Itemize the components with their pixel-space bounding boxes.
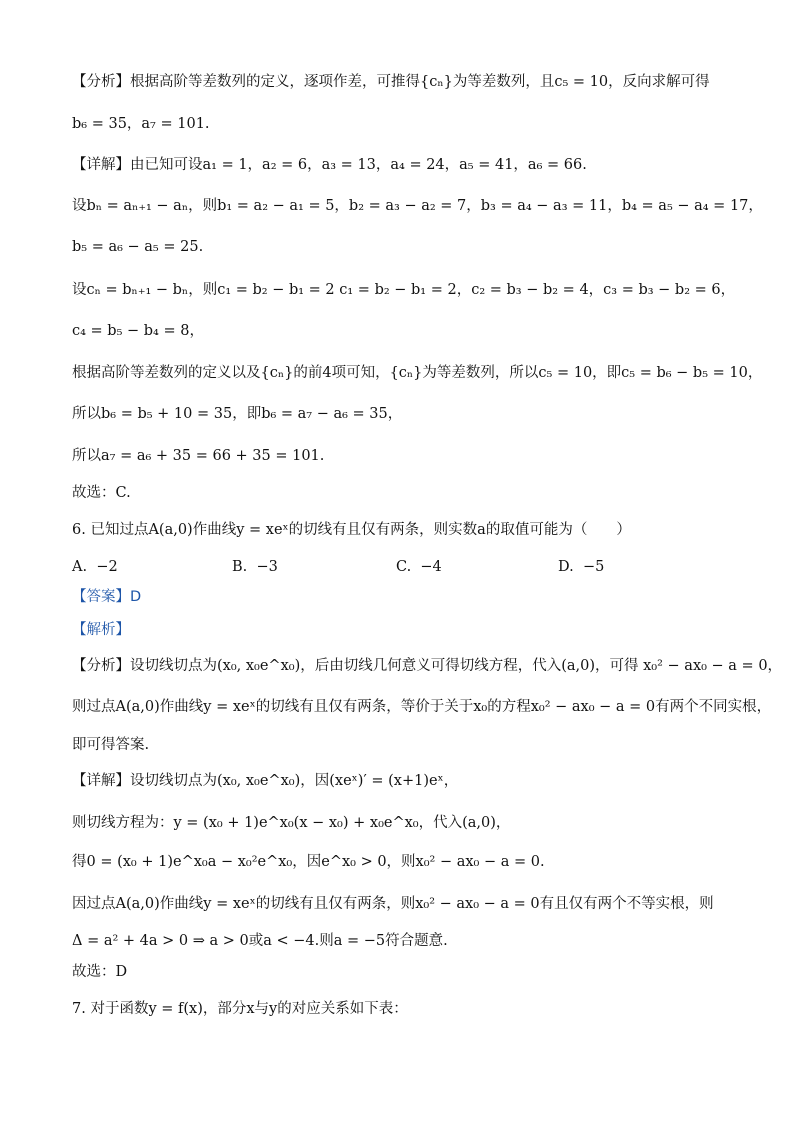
option-d-label: D. xyxy=(558,559,574,575)
analysis-q6-line-1: 【分析】设切线切点为(x₀, x₀e^x₀)，后由切线几何意义可得切线方程，代入(a,0)，可得 x₀² − ax₀ − a = 0， xyxy=(72,658,783,674)
detail-q5-line-5: c₄ = b₅ − b₄ = 8， xyxy=(72,323,204,339)
option-a-label: A. xyxy=(72,559,88,575)
option-b-value: −3 xyxy=(256,559,278,575)
option-d-value: −5 xyxy=(582,559,605,575)
option-c-value: −4 xyxy=(420,559,442,575)
option-a xyxy=(72,557,118,577)
question-6-stem: 6. 已知过点A(a,0)作曲线y = xeˣ的切线有且仅有两条，则实数a的取值可能为（ ） xyxy=(72,522,631,538)
analysis-q6-line-2: 则过点A(a,0)作曲线y = xeˣ的切线有且仅有两条，等价于关于x₀的方程x₀² − ax₀ − a = 0有两个不同实根， xyxy=(72,699,772,715)
option-c xyxy=(396,557,442,577)
conclusion-q5: 故选：C. xyxy=(72,485,131,501)
detail-q6-line-2: 则切线方程为：y = (x₀ + 1)e^x₀(x − x₀) + x₀e^x₀，代入(a,0)， xyxy=(72,815,511,831)
detail-q5-line-6: 根据高阶等差数列的定义以及{cₙ}的前4项可知，{cₙ}为等差数列，所以c₅ = 10，即c₅ = b₆ − b₅ = 10， xyxy=(72,365,763,381)
option-b-label: B. xyxy=(232,559,248,575)
option-a-value: −2 xyxy=(96,559,118,575)
analysis-q5-line-2: b₆ = 35，a₇ = 101. xyxy=(72,116,210,132)
detail-q5-line-7: 所以b₆ = b₅ + 10 = 35，即b₆ = a₇ − a₆ = 35， xyxy=(72,406,403,422)
conclusion-q6: 故选：D xyxy=(72,964,128,980)
detail-q5-line-3: b₅ = a₆ − a₅ = 25. xyxy=(72,239,204,255)
detail-q5-line-8: 所以a₇ = a₆ + 35 = 66 + 35 = 101. xyxy=(72,448,325,464)
analysis-q5-line-1: 【分析】根据高阶等差数列的定义，逐项作差，可推得{cₙ}为等差数列，且c₅ = 10，反向求解可得 xyxy=(72,74,710,90)
detail-q5-line-4: 设cₙ = bₙ₊₁ − bₙ，则c₁ = b₂ − b₁ = 2 c₁ = b₂ − b₁ = 2，c₂ = b₃ − b₂ = 4，c₃ = b₃ − b₂ = 6， xyxy=(72,282,736,298)
question-7-stem: 7. 对于函数y = f(x)，部分x与y的对应关系如下表： xyxy=(72,1001,408,1017)
answer-tag-q6: 【答案】D xyxy=(72,589,142,605)
option-d xyxy=(558,557,604,577)
detail-q5-line-1: 【详解】由已知可设a₁ = 1，a₂ = 6，a₃ = 13，a₄ = 24，a₅ = 41，a₆ = 66. xyxy=(72,157,587,173)
detail-q6-line-4: 因过点A(a,0)作曲线y = xeˣ的切线有且仅有两条，则x₀² − ax₀ − a = 0有且仅有两个不等实根，则 xyxy=(72,896,714,912)
option-b xyxy=(232,557,278,577)
detail-q5-line-2: 设bₙ = aₙ₊₁ − aₙ，则b₁ = a₂ − a₁ = 5，b₂ = a₃ − a₂ = 7，b₃ = a₄ − a₃ = 11，b₄ = a₅ − a₄ = 17， xyxy=(72,198,763,214)
option-c-label: C. xyxy=(396,559,412,575)
detail-q6-line-1: 【详解】设切线切点为(x₀, x₀e^x₀)，因(xeˣ)′ = (x+1)eˣ， xyxy=(72,773,459,789)
analysis-q6-line-3: 即可得答案. xyxy=(72,737,150,753)
explanation-tag-q6: 【解析】 xyxy=(72,622,130,638)
detail-q6-line-5: Δ = a² + 4a > 0 ⇒ a > 0或a < −4.则a = −5符合题意. xyxy=(72,933,448,949)
detail-q6-line-3: 得0 = (x₀ + 1)e^x₀a − x₀²e^x₀，因e^x₀ > 0，则x₀² − ax₀ − a = 0. xyxy=(72,854,545,870)
